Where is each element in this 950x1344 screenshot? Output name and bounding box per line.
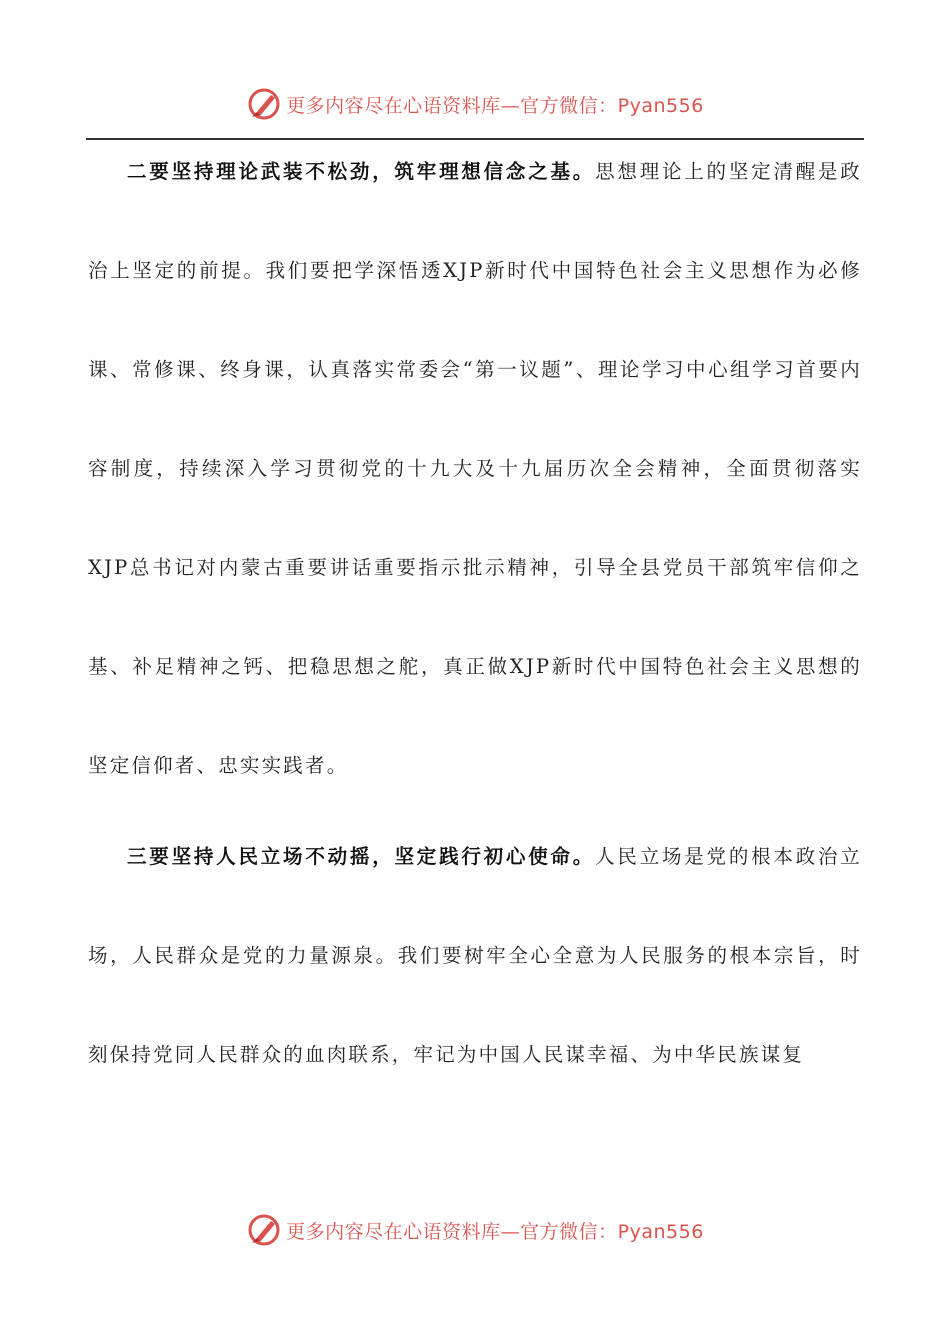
header-banner: [0, 84, 950, 124]
paragraph-lead: 三要坚持人民立场不动摇，坚定践行初心使命。: [127, 845, 596, 868]
footer-banner-text: [286, 1217, 704, 1244]
header-banner-label: 更多内容尽在心语资料库—官方微信：: [286, 94, 618, 117]
header-wechat-id: Pyan556: [617, 94, 704, 117]
header-banner-text: [286, 91, 704, 118]
paragraph-people: [88, 807, 862, 1104]
paragraph-body: 思想理论上的坚定清醒是政治上坚定的前提。我们要把学深悟透XJP新时代中国特色社会主义思想作为必修课、常修课、终身课，认真落实常委会“第一议题”、理论学习中心组学习首要内容制度，持续深入学习贯彻党的十九大及十九届历次全会精神，全面贯彻落实XJP总书记对内蒙古重要讲话重要指示批示精神，引导全县党员干部筑牢信仰之基、补足精神之钙、把稳思想之舵，真正做XJP新时代中国特色社会主义思想的坚定信仰者、忠实实践者。: [88, 160, 863, 777]
footer-banner: [0, 1210, 950, 1250]
paragraph-body: 人民立场是党的根本政治立场，人民群众是党的力量源泉。我们要树牢全心全意为人民服务的根本宗旨，时刻保持党同人民群众的血肉联系，牢记为中国人民谋幸福、为中华民族谋复: [88, 845, 863, 1066]
paragraph-lead: 二要坚持理论武装不松劲，筑牢理想信念之基。: [127, 160, 596, 183]
footer-wechat-id: Pyan556: [617, 1220, 704, 1243]
pen-logo-icon: [246, 1212, 282, 1248]
footer-banner-label: 更多内容尽在心语资料库—官方微信：: [286, 1220, 618, 1243]
pen-logo-icon: [246, 86, 282, 122]
paragraph-theory: [88, 122, 862, 815]
